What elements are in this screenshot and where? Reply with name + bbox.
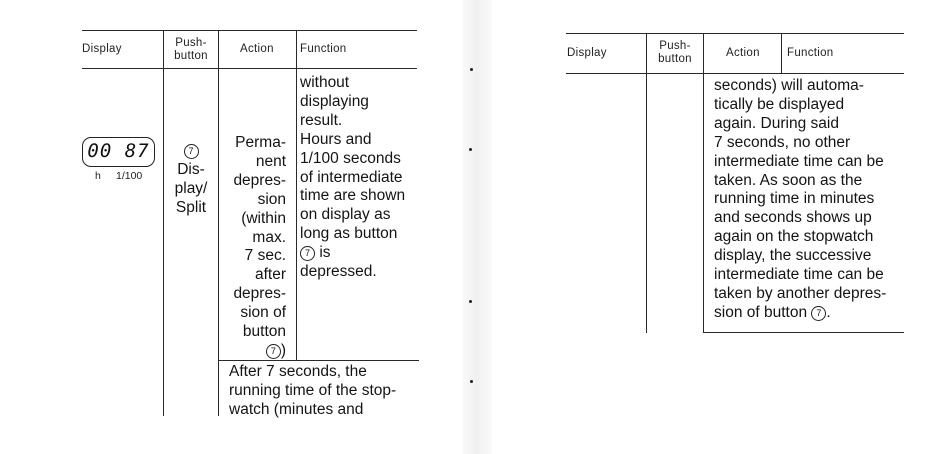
header-function: Function — [300, 43, 347, 55]
column-divider — [781, 33, 782, 73]
header-function: Function — [787, 47, 834, 59]
header-top-rule — [566, 33, 904, 34]
button-number-badge: 7 — [266, 344, 281, 359]
header-action: Action — [726, 47, 760, 59]
button-number-badge: 7 — [300, 246, 315, 261]
function-cell: without displaying result. Hours and 1/100 seconds of intermediate time are shown on display as long as button 7 is depressed. — [300, 74, 406, 281]
header-action: Action — [240, 43, 274, 55]
row-divider — [703, 332, 904, 333]
function-continuation-text: seconds) will automa- tically be displayed again. During said 7 seconds, no other intermediate time can be taken. As soon as the running time in minutes and seconds shows up again on the stopwatch display, the successive intermediate time can be taken by another depres- sion of button 7 . — [714, 77, 887, 321]
header-pushbutton: Push- button — [174, 37, 208, 62]
column-divider — [646, 33, 647, 333]
header-pushbutton: Push- button — [658, 40, 692, 65]
page-gutter — [462, 0, 492, 454]
button-number-badge: 7 — [811, 306, 826, 321]
continuation-text: After 7 seconds, the running time of the stop- watch (minutes and — [229, 363, 397, 418]
header-bottom-rule — [566, 73, 904, 74]
scan-speck — [470, 68, 473, 71]
button-number-badge: 7 — [184, 144, 199, 159]
header-display: Display — [567, 47, 607, 59]
header-display: Display — [82, 43, 122, 55]
column-divider — [163, 30, 164, 416]
pushbutton-cell: 7 Dis- play/ Split — [174, 146, 208, 216]
header-bottom-rule — [82, 68, 417, 69]
scan-speck — [469, 300, 472, 303]
scan-speck — [469, 148, 472, 151]
lcd-unit-hundredths: 1/100 — [116, 170, 143, 182]
column-divider — [296, 30, 297, 361]
action-cell: Perma- nent depres- sion (within max. 7 sec. after depres- sion of button 7 ) — [233, 134, 286, 359]
stopwatch-lcd-display: 00 87 — [82, 137, 155, 167]
header-top-rule — [82, 30, 417, 31]
column-divider — [703, 33, 704, 333]
lcd-unit-hours: h — [95, 170, 101, 182]
scan-speck — [470, 380, 473, 383]
